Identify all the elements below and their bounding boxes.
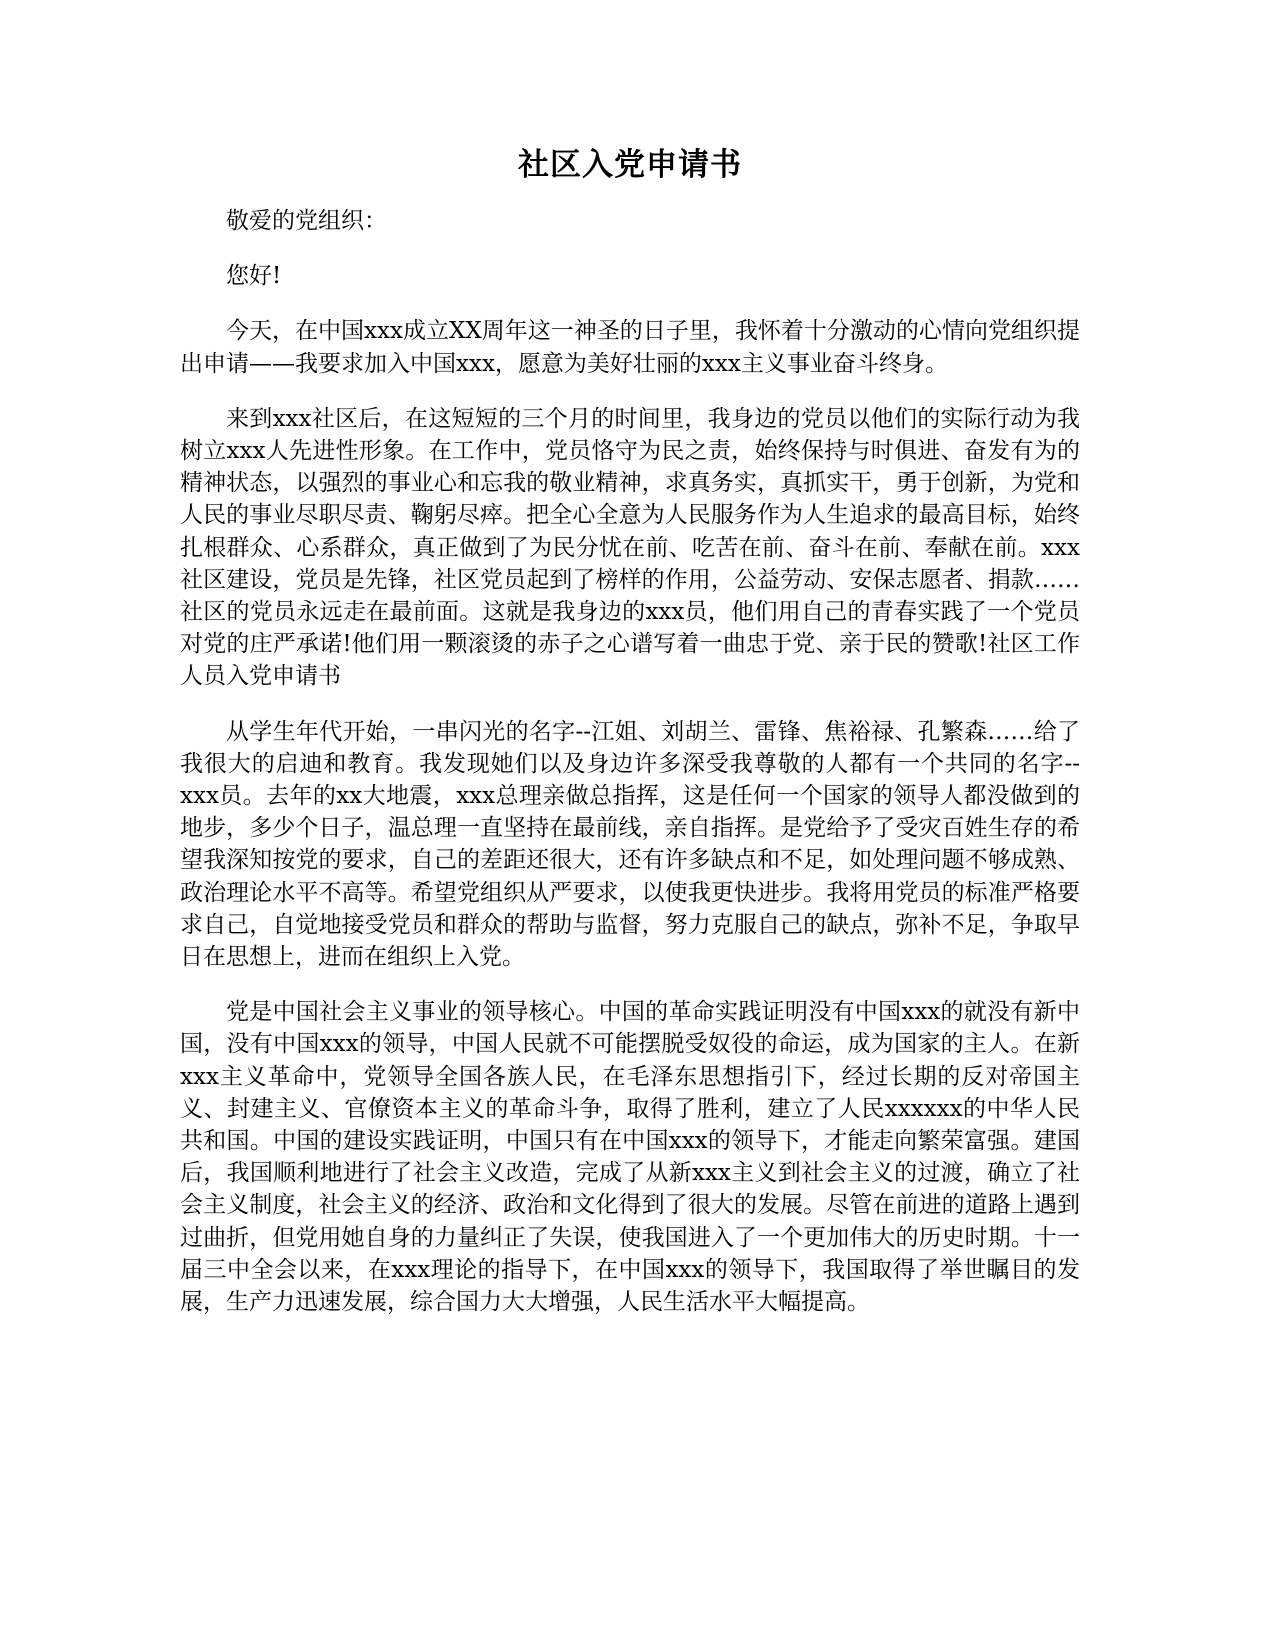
paragraph-1: 今天，在中国xxx成立XX周年这一神圣的日子里，我怀着十分激动的心情向党组织提出申请——我要求加入中国xxx，愿意为美好壮丽的xxx主义事业奋斗终身。 (180, 318, 1080, 377)
document-page (180, 143, 1080, 1341)
greeting: 您好! (226, 263, 282, 290)
paragraph-3: 从学生年代开始，一串闪光的名字--江姐、刘胡兰、雷锋、焦裕禄、孔繁森……给了我很大的启迪和教育。我发现她们以及身边许多深受我尊敬的人都有一个共同的名字--xxx员。去年的xx大地震，xxx总理亲做总指挥，这是任何一个国家的领导人都没做到的地步，多少个日子，温总理一直坚持在最前线，亲自指挥。是党给予了受灾百姓生存的希望我深知按党的要求，自己的差距还很大，还有许多缺点和不足，如处理问题不够成熟、政治理论水平不高等。希望党组织从严要求，以使我更快进步。我将用党员的标准严格要求自己，自觉地接受党员和群众的帮助与监督，努力克服自己的缺点，弥补不足，争取早日在思想上，进而在组织上入党。 (180, 718, 1080, 971)
paragraph-4: 党是中国社会主义事业的领导核心。中国的革命实践证明没有中国xxx的就没有新中国，没有中国xxx的领导，中国人民就不可能摆脱受奴役的命运，成为国家的主人。在新xxx主义革命中，党领导全国各族人民，在毛泽东思想指引下，经过长期的反对帝国主义、封建主义、官僚资本主义的革命斗争，取得了胜利，建立了人民xxxxxx的中华人民共和国。中国的建设实践证明，中国只有在中国xxx的领导下，才能走向繁荣富强。建国后，我国顺利地进行了社会主义改造，完成了从新xxx主义到社会主义的过渡，确立了社会主义制度，社会主义的经济、政治和文化得到了很大的发展。尽管在前进的道路上遇到过曲折，但党用她自身的力量纠正了失误，使我国进入了一个更加伟大的历史时期。十一届三中全会以来，在xxx理论的指导下，在中国xxx的领导下，我国取得了举世瞩目的发展，生产力迅速发展，综合国力大大增强，人民生活水平大幅提高。 (180, 999, 1080, 1316)
salutation: 敬爱的党组织： (226, 208, 387, 234)
document-title: 社区入党申请书 (518, 147, 742, 183)
paragraph-2: 来到xxx社区后，在这短短的三个月的时间里，我身边的党员以他们的实际行动为我树立xxx人先进性形象。在工作中，党员恪守为民之责，始终保持与时俱进、奋发有为的精神状态，以强烈的事业心和忘我的敬业精神，求真务实，真抓实干，勇于创新，为党和人民的事业尽职尽责、鞠躬尽瘁。把全心全意为人民服务作为人生追求的最高目标，始终扎根群众、心系群众，真正做到了为民分忧在前、吃苦在前、奋斗在前、奉献在前。xxx社区建设，党员是先锋，社区党员起到了榜样的作用，公益劳动、安保志愿者、捐款……社区的党员永远走在最前面。这就是我身边的xxx员，他们用自己的青春实践了一个党员对党的庄严承诺!他们用一颗滚烫的赤子之心谱写着一曲忠于党、亲于民的赞歌!社区工作人员入党申请书 (180, 405, 1080, 690)
